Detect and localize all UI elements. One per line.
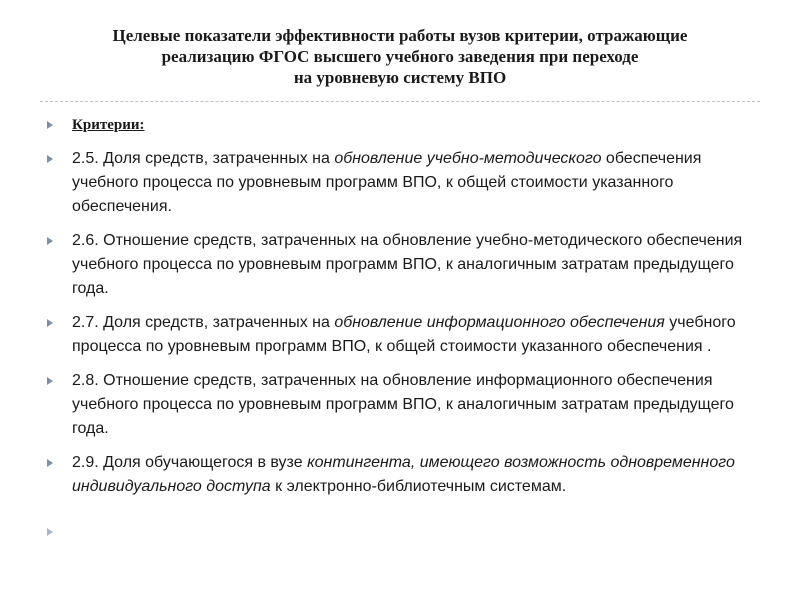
criterion-text: 2.8. Отношение средств, затраченных на обновление информационного обеспечения учебного процесса по уровневым программ ВПО, к аналогичным затратам предыдущего года. (72, 372, 734, 437)
bullet-icon (47, 121, 53, 129)
criteria-heading: Критерии: (72, 117, 145, 133)
bullet-icon (47, 377, 53, 385)
criterion-2-8 (45, 369, 765, 441)
empty-bullet-item (45, 519, 765, 543)
title-divider (40, 101, 760, 102)
criterion-text: 2.9. Доля обучающегося в вузе (72, 454, 308, 471)
bullet-icon (47, 459, 53, 467)
criterion-2-6 (45, 229, 765, 301)
criterion-2-5 (45, 147, 765, 219)
bullet-icon (47, 319, 53, 327)
criterion-2-9 (45, 451, 765, 499)
criterion-text: 2.6. Отношение средств, затраченных на обновление учебно-методического обеспечения учебного процесса по уровневым программ ВПО, к аналогичным затратам предыдущего года. (72, 232, 743, 297)
criteria-list (45, 115, 765, 553)
bullet-icon (47, 155, 53, 163)
criterion-text: 2.5. Доля средств, затраченных на (72, 150, 335, 167)
bullet-icon (47, 528, 53, 536)
criterion-text: к электронно-библиотечным системам. (270, 478, 567, 495)
criterion-emphasis: обновление информационного обеспечения (334, 314, 665, 331)
criterion-emphasis: обновление учебно-методического (334, 150, 602, 167)
criterion-text: обеспечения учебного процесса по уровневым программ ВПО, к общей стоимости указанного обеспечения. (72, 150, 702, 215)
criterion-emphasis: контингента, имеющего возможность одновременного индивидуального доступа (72, 454, 735, 495)
criterion-text: 2.7. Доля средств, затраченных на (72, 314, 335, 331)
criterion-text: учебного процесса по уровневым программ ВПО, к общей стоимости указанного обеспечения . (72, 314, 736, 355)
criterion-2-7 (45, 311, 765, 359)
page-title (40, 25, 760, 88)
title-line-2: реализацию ФГОС высшего учебного заведения при переходе (161, 47, 639, 66)
criteria-heading-item (45, 115, 765, 135)
title-line-3: на уровневую систему ВПО (293, 68, 507, 87)
bullet-icon (47, 237, 53, 245)
title-line-1: Целевые показатели эффективности работы вузов критерии, отражающие (112, 26, 688, 45)
